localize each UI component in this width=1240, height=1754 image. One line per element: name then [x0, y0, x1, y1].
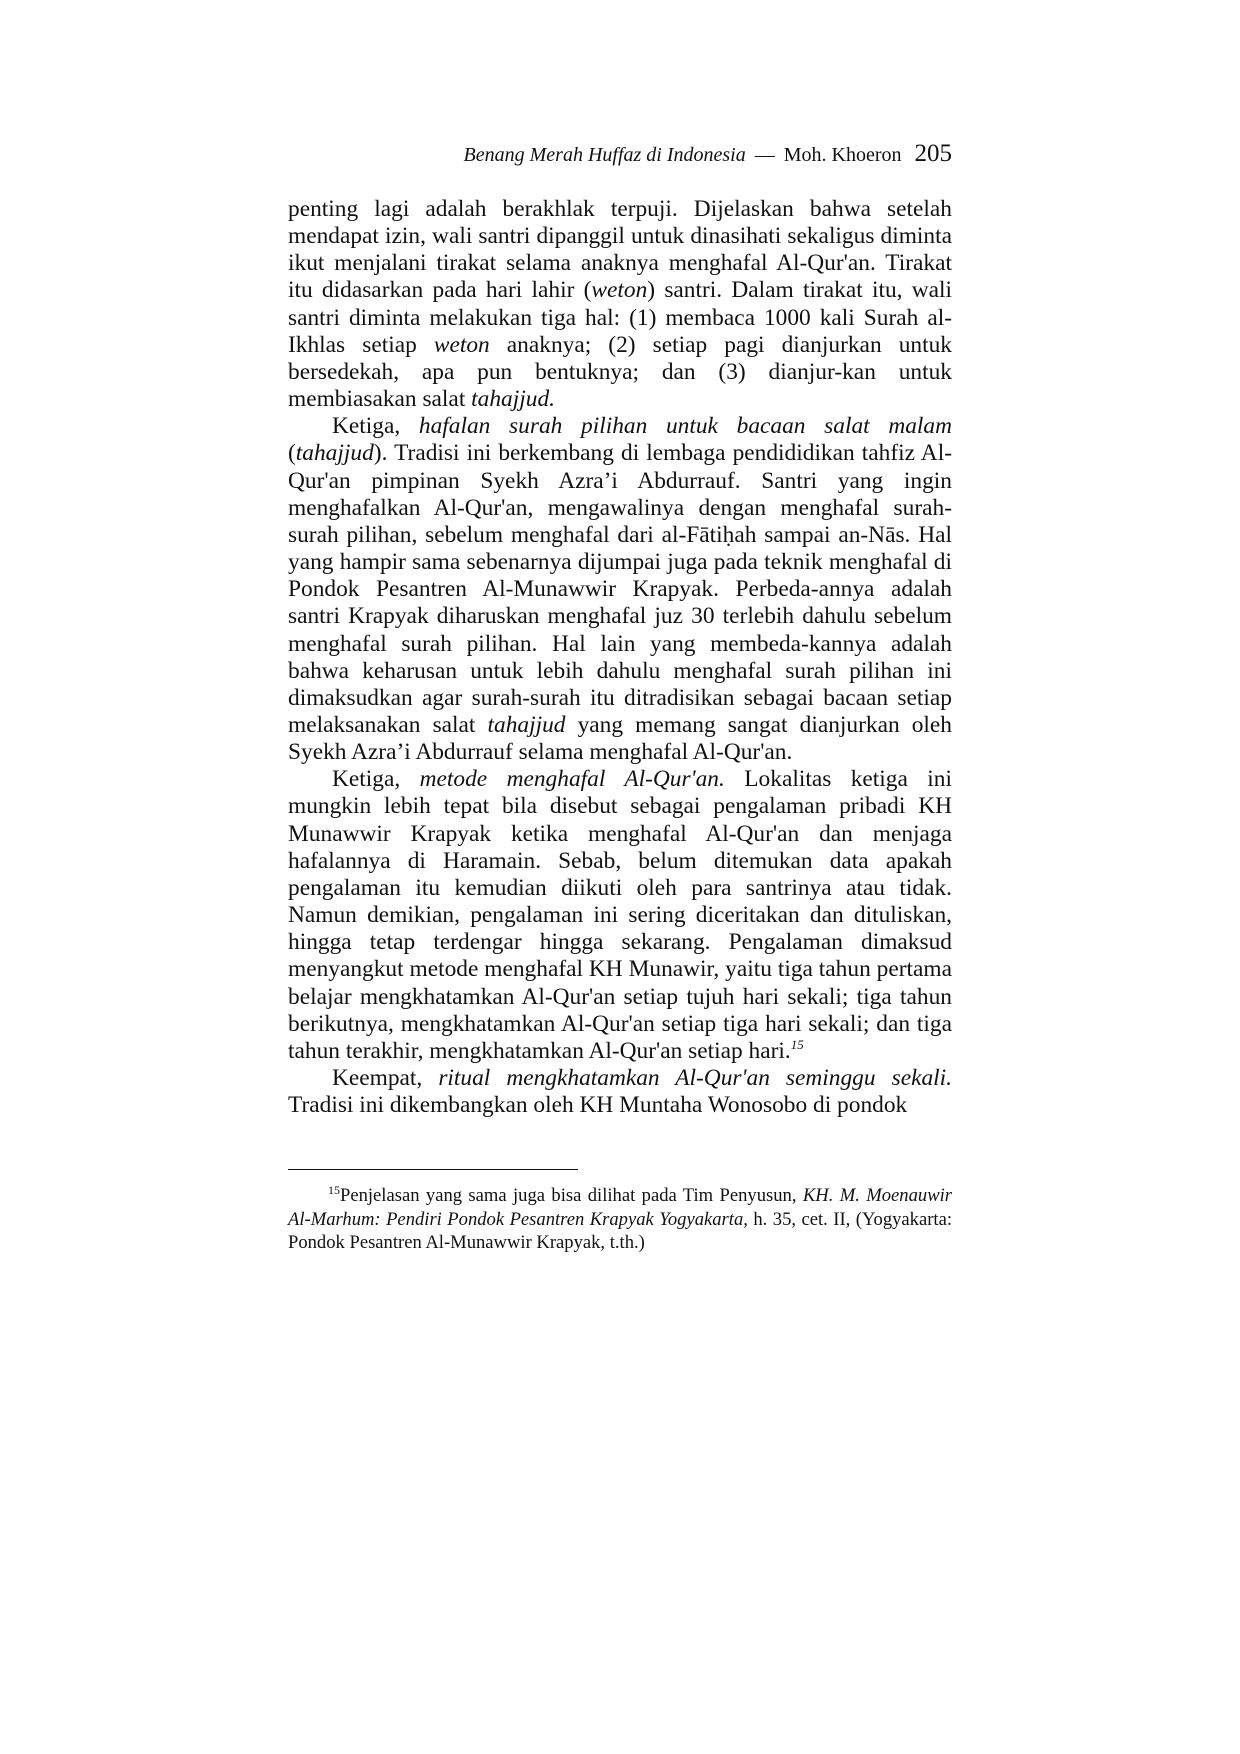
text-run: Ketiga, [332, 413, 419, 440]
italic-citation-title: KH. M. Moenauwir Al-Marhum: Pendiri Pondok Pesantren Krapyak Yogyakarta, [288, 1185, 952, 1230]
italic-term: tahajjud [295, 440, 374, 467]
paragraph-2 [288, 413, 952, 766]
text-run: Ketiga, [332, 766, 420, 793]
italic-term: tahajjud. [471, 386, 555, 413]
paragraph-4 [288, 1065, 952, 1119]
italic-heading: hafalan surah pilihan untuk bacaan salat malam [418, 413, 953, 440]
italic-heading: metode menghafal Al-Qur'an. [419, 766, 725, 793]
text-run: Keempat, [332, 1065, 439, 1091]
paragraph-3 [288, 766, 952, 1065]
text-run: h. 35, cet. II, (Yogyakarta: Pondok Pesantren Al-Munawwir Krapyak, t.th.) [288, 1208, 953, 1253]
text-run: ( [288, 440, 296, 467]
running-header [288, 140, 952, 169]
italic-term: weton [591, 277, 648, 304]
header-dash: — [754, 144, 775, 166]
text-run: Penjelasan yang sama juga bisa dilihat pada Tim Penyusun, [340, 1185, 803, 1206]
text-run: ) santri. Dalam tirakat itu, wali santri diminta melakukan tiga hal: (1) membaca 1000 kali Surah al-Ikhlas setiap [288, 277, 953, 358]
header-author: Moh. Khoeron [783, 144, 902, 166]
text-run: ). Tradisi ini berkembang di lembaga pendididikan tahfiz Al-Qur'an pimpinan Syekh Azra’i Abdurrauf. Santri yang ingin menghafalkan Al-Qur'an, mengawalinya dengan menghafal surah-surah pilihan, sebelum menghafal dari al-Fātiḥah sampai an-Nās. Hal yang hampir sama sebenarnya dijumpai juga pada teknik menghafal di Pondok Pesantren Al-Munawwir Krapyak. Perbeda-annya adalah santri Krapyak diharuskan menghafal juz 30 terlebih dahulu sebelum menghafal surah pilihan. Hal lain yang membeda-kannya adalah bahwa keharusan untuk lebih dahulu menghafal surah pilihan ini dimaksudkan agar surah-surah itu ditradisikan sebagai bacaan setiap melaksanakan salat [288, 440, 952, 738]
footnote-15 [288, 1184, 952, 1255]
text-run: yang memang sangat dianjurkan oleh Syekh Azra’i Abdurrauf selama menghafal Al-Qur'an. [288, 711, 953, 766]
body-text [288, 196, 952, 1119]
paragraph-1 [288, 196, 952, 413]
page-number: 205 [914, 140, 952, 167]
italic-heading: ritual mengkhatamkan Al-Qur'an seminggu sekali. [438, 1065, 952, 1091]
footnote-reference[interactable]: 15 [790, 1037, 804, 1053]
text-run: Tradisi ini dikembangkan oleh KH Muntaha Wonosobo di pondok [288, 1092, 908, 1119]
text-run: Lokalitas ketiga ini mungkin lebih tepat bila disebut sebagai pengalaman pribadi KH Munawwir Krapyak ketika menghafal Al-Qur'an dan menjaga hafalannya di Haramain. Sebab, belum ditemukan data apakah pengalaman itu kemudian diikuti oleh para santrinya atau tidak. Namun demikian, pengalaman ini sering diceritakan dan dituliskan, hingga tetap terdengar hingga sekarang. Pengalaman dimaksud menyangkut metode menghafal KH Munawir, yaitu tiga tahun pertama belajar mengkhatamkan Al-Qur'an setiap tujuh hari sekali; tiga tahun berikutnya, mengkhatamkan Al-Qur'an setiap tiga hari sekali; dan tiga tahun terakhir, mengkhatamkan Al-Qur'an setiap hari. [288, 766, 952, 1064]
footnote-divider [288, 1169, 578, 1170]
text-run: anaknya; (2) setiap pagi dianjurkan untuk bersedekah, apa pun bentuknya; dan (3) dianjur-kan untuk membiasakan salat [288, 331, 952, 413]
italic-term: tahajjud [487, 711, 566, 738]
italic-term: weton [433, 331, 490, 358]
footnote-number: 15 [328, 1182, 340, 1197]
text-run: penting lagi adalah berakhlak terpuji. Dijelaskan bahwa setelah mendapat izin, wali santri dipanggil untuk dinasihati sekaligus diminta ikut menjalani tirakat selama anaknya menghafal Al-Qur'an. Tirakat itu didasarkan pada hari lahir ( [288, 196, 952, 304]
header-book-title: Benang Merah Huffaz di Indonesia [463, 144, 746, 166]
